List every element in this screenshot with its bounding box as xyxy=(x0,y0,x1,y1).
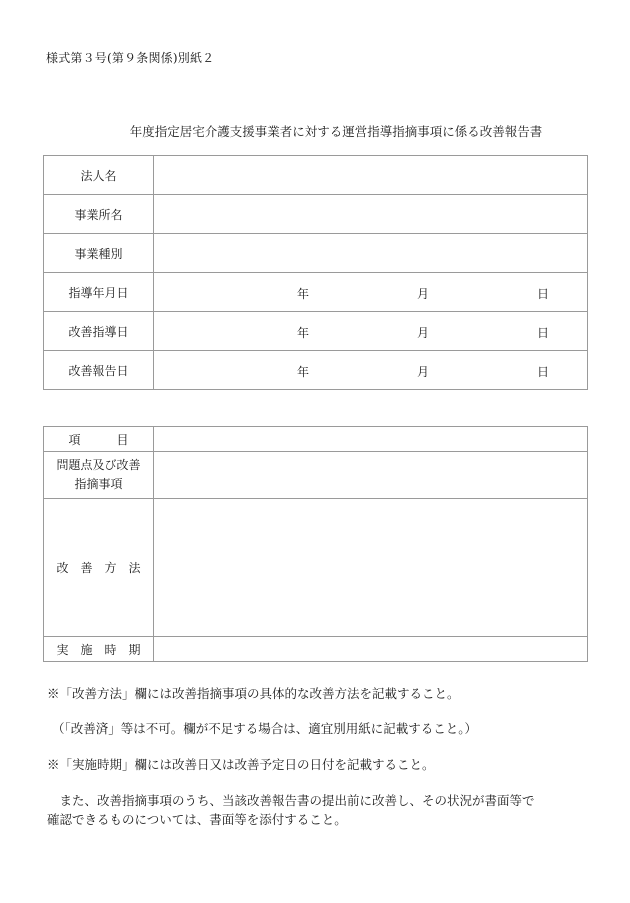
guidance-date-label: 指導年月日 xyxy=(44,273,154,312)
table-row xyxy=(44,452,588,499)
table-row xyxy=(44,234,588,273)
note-attachments-line1: また、改善指摘事項のうち、当該改善報告書の提出前に改善し、その状況が書面等で xyxy=(47,793,535,808)
improvement-guidance-date-label: 改善指導日 xyxy=(44,312,154,351)
item-field[interactable] xyxy=(154,427,588,452)
day-unit: 日 xyxy=(537,326,550,340)
corporation-name-label: 法人名 xyxy=(44,156,154,195)
day-unit: 日 xyxy=(537,287,550,301)
table-row xyxy=(44,156,588,195)
table-row xyxy=(44,427,588,452)
item-label: 項 目 xyxy=(44,427,154,452)
guidance-date-field[interactable] xyxy=(154,273,588,312)
table-row xyxy=(44,273,588,312)
method-label: 改 善 方 法 xyxy=(44,499,154,637)
improvement-report-date-field[interactable] xyxy=(154,351,588,390)
table-row xyxy=(44,195,588,234)
issue-label xyxy=(44,452,154,499)
note-attachments-line2: 確認できるものについては、書面等を添付すること。 xyxy=(47,812,347,827)
note-implementation-period: ※「実施時期」欄には改善日又は改善予定日の日付を記載すること。 xyxy=(47,757,435,772)
method-field[interactable] xyxy=(154,499,588,637)
year-unit: 年 xyxy=(297,365,310,379)
year-unit: 年 xyxy=(297,287,310,301)
form-number: 様式第３号(第９条関係)別紙２ xyxy=(46,51,215,65)
issue-field[interactable] xyxy=(154,452,588,499)
month-unit: 月 xyxy=(417,287,430,301)
business-type-label: 事業種別 xyxy=(44,234,154,273)
period-label: 実 施 時 期 xyxy=(44,637,154,662)
note-not-allowed: （「改善済」等は不可。欄が不足する場合は、適宜別用紙に記載すること。） xyxy=(52,721,478,736)
info-table xyxy=(43,155,588,390)
issue-label-line2: 指摘事項 xyxy=(74,477,123,491)
table-row xyxy=(44,637,588,662)
day-unit: 日 xyxy=(537,365,550,379)
month-unit: 月 xyxy=(417,365,430,379)
business-type-field[interactable] xyxy=(154,234,588,273)
improvement-guidance-date-field[interactable] xyxy=(154,312,588,351)
issue-label-line1: 問題点及び改善 xyxy=(56,458,141,472)
table-row xyxy=(44,499,588,637)
note-improvement-method: ※「改善方法」欄には改善指摘事項の具体的な改善方法を記載すること。 xyxy=(47,686,460,701)
year-unit: 年 xyxy=(297,326,310,340)
month-unit: 月 xyxy=(417,326,430,340)
period-field[interactable] xyxy=(154,637,588,662)
table-row xyxy=(44,312,588,351)
corporation-name-field[interactable] xyxy=(154,156,588,195)
improvement-report-date-label: 改善報告日 xyxy=(44,351,154,390)
office-name-field[interactable] xyxy=(154,195,588,234)
table-row xyxy=(44,351,588,390)
note-attachments xyxy=(47,791,587,829)
document-title: 年度指定居宅介護支援事業者に対する運営指導指摘事項に係る改善報告書 xyxy=(129,124,543,139)
office-name-label: 事業所名 xyxy=(44,195,154,234)
improvement-table xyxy=(43,426,588,662)
